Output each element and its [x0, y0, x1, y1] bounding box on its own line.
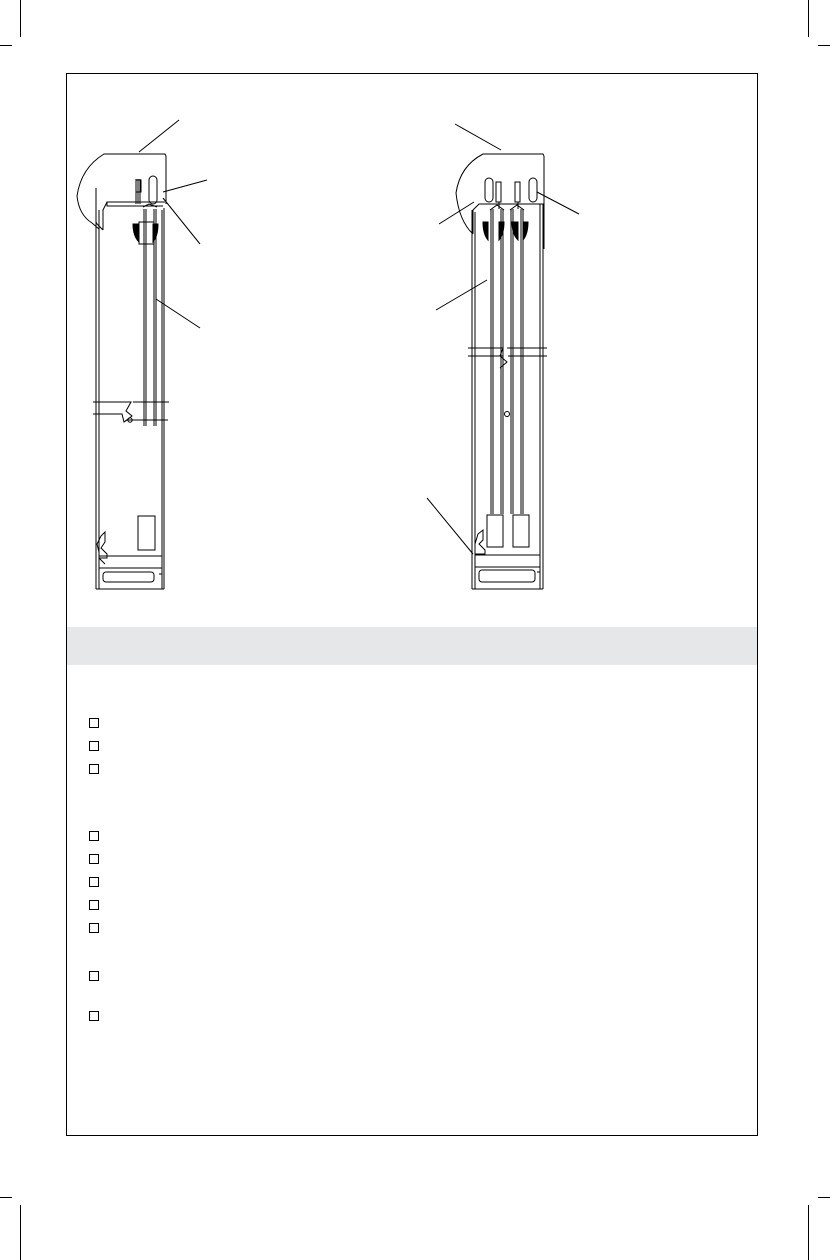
checkbox[interactable] — [89, 718, 99, 728]
profile-drawings — [67, 74, 757, 624]
checkbox[interactable] — [89, 764, 99, 774]
right-profile-drawing — [427, 124, 579, 589]
checkbox[interactable] — [89, 923, 99, 933]
left-profile-drawing — [77, 120, 207, 589]
section-header-band — [67, 627, 757, 665]
checkbox[interactable] — [89, 854, 99, 864]
checkbox[interactable] — [89, 1011, 99, 1021]
content-frame — [66, 73, 758, 1136]
crop-mark — [20, 0, 21, 37]
crop-mark — [808, 1205, 809, 1260]
checkbox[interactable] — [89, 877, 99, 887]
crop-mark — [808, 0, 809, 37]
crop-mark — [818, 1197, 830, 1198]
crop-mark — [818, 45, 830, 46]
checkbox[interactable] — [89, 741, 99, 751]
crop-mark — [0, 1197, 12, 1198]
crop-mark — [20, 1205, 21, 1260]
crop-mark — [0, 45, 12, 46]
checkbox[interactable] — [89, 831, 99, 841]
checkbox[interactable] — [89, 971, 99, 981]
checkbox[interactable] — [89, 900, 99, 910]
